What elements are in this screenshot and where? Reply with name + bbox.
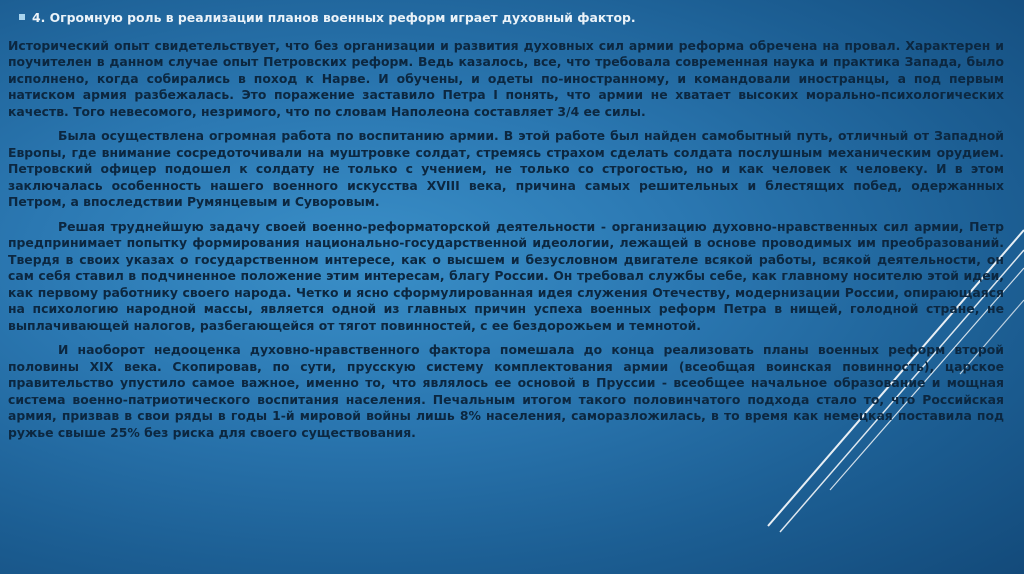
heading-text: 4. Огромную роль в реализации планов военных реформ играет духовный фактор. (32, 10, 636, 25)
slide-heading (22, 10, 1004, 27)
paragraph-4: И наоборот недооценка духовно-нравственного фактора помешала до конца реализовать планы военных реформ второй половины XIX века. Скопировав, по сути, прусскую систему комплектования армии (всеобщая воинская повинность), царское правительство упустило самое важное, именно то, что являлось ее основой в Пруссии - всеобщее начальное образование и мощная система военно-патриотического воспитания населения. Печальным итогом такого половинчатого подхода стало то, что Российская армия, призвав в свои ряды в годы 1-й мировой войны лишь 8% населения, саморазложилась, в то время как немецкая поставила под ружье свыше 25% без риска для своего существования. (8, 342, 1004, 440)
slide-content (8, 10, 1004, 449)
paragraph-2: Была осуществлена огромная работа по воспитанию армии. В этой работе был найден самобытный путь, отличный от Западной Европы, где внимание сосредоточивали на муштровке солдат, стремясь страхом сделать солдата послушным механическим орудием. Петровский офицер подошел к солдату не только с учением, не только со строгостью, но и как человек к человеку. И в этом заключалась особенность нашего военного искусства XVIII века, причина самых решительных и блестящих побед, одержанных Петром, а впоследствии Румянцевым и Суворовым. (8, 128, 1004, 209)
square-bullet-icon (19, 14, 25, 20)
paragraph-3: Решая труднейшую задачу своей военно-реформаторской деятельности - организацию духовно-нравственных сил армии, Петр предпринимает попытку формирования национально-государственной идеологии, лежащей в основе проводимых им преобразований. Твердя в своих указах о государственном интересе, как о высшем и безусловном двигателе всякой работы, всякой деятельности, он сам себя ставил в подчиненное положение этим интересам, благу России. Он требовал службы себе, как главному носителю этой идеи, как первому работнику своего народа. Четко и ясно сформулированная идея служения Отечеству, модернизации России, опирающаяся на психологию народной массы, является одной из главных причин успеха военных реформ Петра в нищей, голодной стране, не выплачивающей налогов, разбегающейся от тягот повинностей, с ее бездорожьем и темнотой. (8, 218, 1004, 333)
paragraph-1: Исторический опыт свидетельствует, что без организации и развития духовных сил армии реформа обречена на провал. Характерен и поучителен в данном случае опыт Петровских реформ. Ведь казалось, все, что требовала современная наука и практика Запада, было исполнено, когда собирались в поход к Нарве. И обучены, и одеты по-иностранному, и командовали иностранцы, а под первым натиском армия разбежалась. Это поражение заставило Петра I понять, что армии не хватает высоких морально-психологических качеств. Того невесомого, незримого, что по словам Наполеона составляет 3/4 ее силы. (8, 37, 1004, 119)
